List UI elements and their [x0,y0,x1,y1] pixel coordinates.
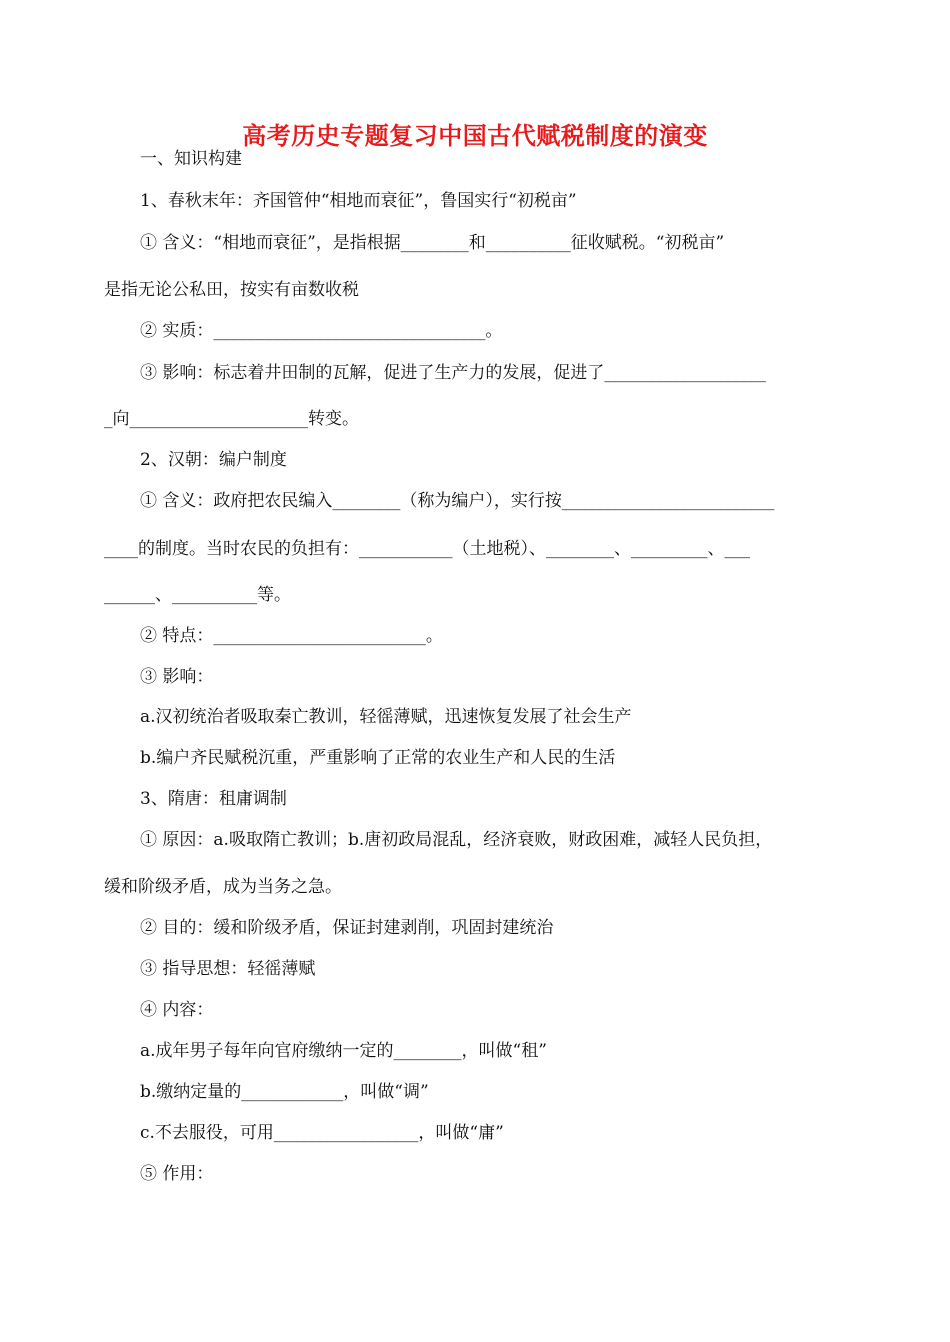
text-line: ① 含义：政府把农民编入________（称为编户），实行按_________________________ [140,491,775,511]
text-line: ② 特点：_________________________。 [140,626,443,646]
document-title: 高考历史专题复习中国古代赋税制度的演变 [242,121,708,150]
text-line: b.缴纳定量的____________，叫做“调” [140,1082,429,1102]
text-line: b.编户齐民赋税沉重，严重影响了正常的农业生产和人民的生活 [140,748,616,768]
text-line: ② 实质：________________________________。 [140,321,503,341]
text-line: ③ 影响：标志着井田制的瓦解，促进了生产力的发展，促进了___________________ [140,363,766,383]
text-line: a.汉初统治者吸取秦亡教训，轻徭薄赋，迅速恢复发展了社会生产 [140,707,632,727]
text-line: ____的制度。当时农民的负担有：___________（土地税）、________、_________、___ [104,539,750,559]
text-line: ______、__________等。 [104,585,291,605]
text-line: a.成年男子每年向官府缴纳一定的________，叫做“租” [140,1041,547,1061]
text-line: ① 原因：a.吸取隋亡教训；b.唐初政局混乱，经济衰败，财政困难，减轻人民负担， [140,830,773,850]
text-line: 缓和阶级矛盾，成为当务之急。 [104,877,342,897]
text-line: 2、汉朝：编户制度 [140,450,287,470]
text-line: ② 目的：缓和阶级矛盾，保证封建剥削，巩固封建统治 [140,918,554,938]
text-line: ① 含义：“相地而衰征”，是指根据________和__________征收赋税。“初税亩” [140,233,725,253]
text-line: 1、春秋末年：齐国管仲“相地而衰征”，鲁国实行“初税亩” [140,191,577,211]
text-line: c.不去服役，可用_________________，叫做“庸” [140,1123,504,1143]
text-line: _向_____________________转变。 [104,409,359,429]
text-line: ③ 指导思想：轻徭薄赋 [140,959,316,979]
text-line: 是指无论公私田，按实有亩数收税 [104,280,359,300]
text-line: 3、隋唐：租庸调制 [140,789,287,809]
text-line: ④ 内容： [140,1000,214,1020]
text-line: ⑤ 作用： [140,1164,214,1184]
text-line: 一、知识构建 [140,149,242,169]
text-line: ③ 影响： [140,667,214,687]
